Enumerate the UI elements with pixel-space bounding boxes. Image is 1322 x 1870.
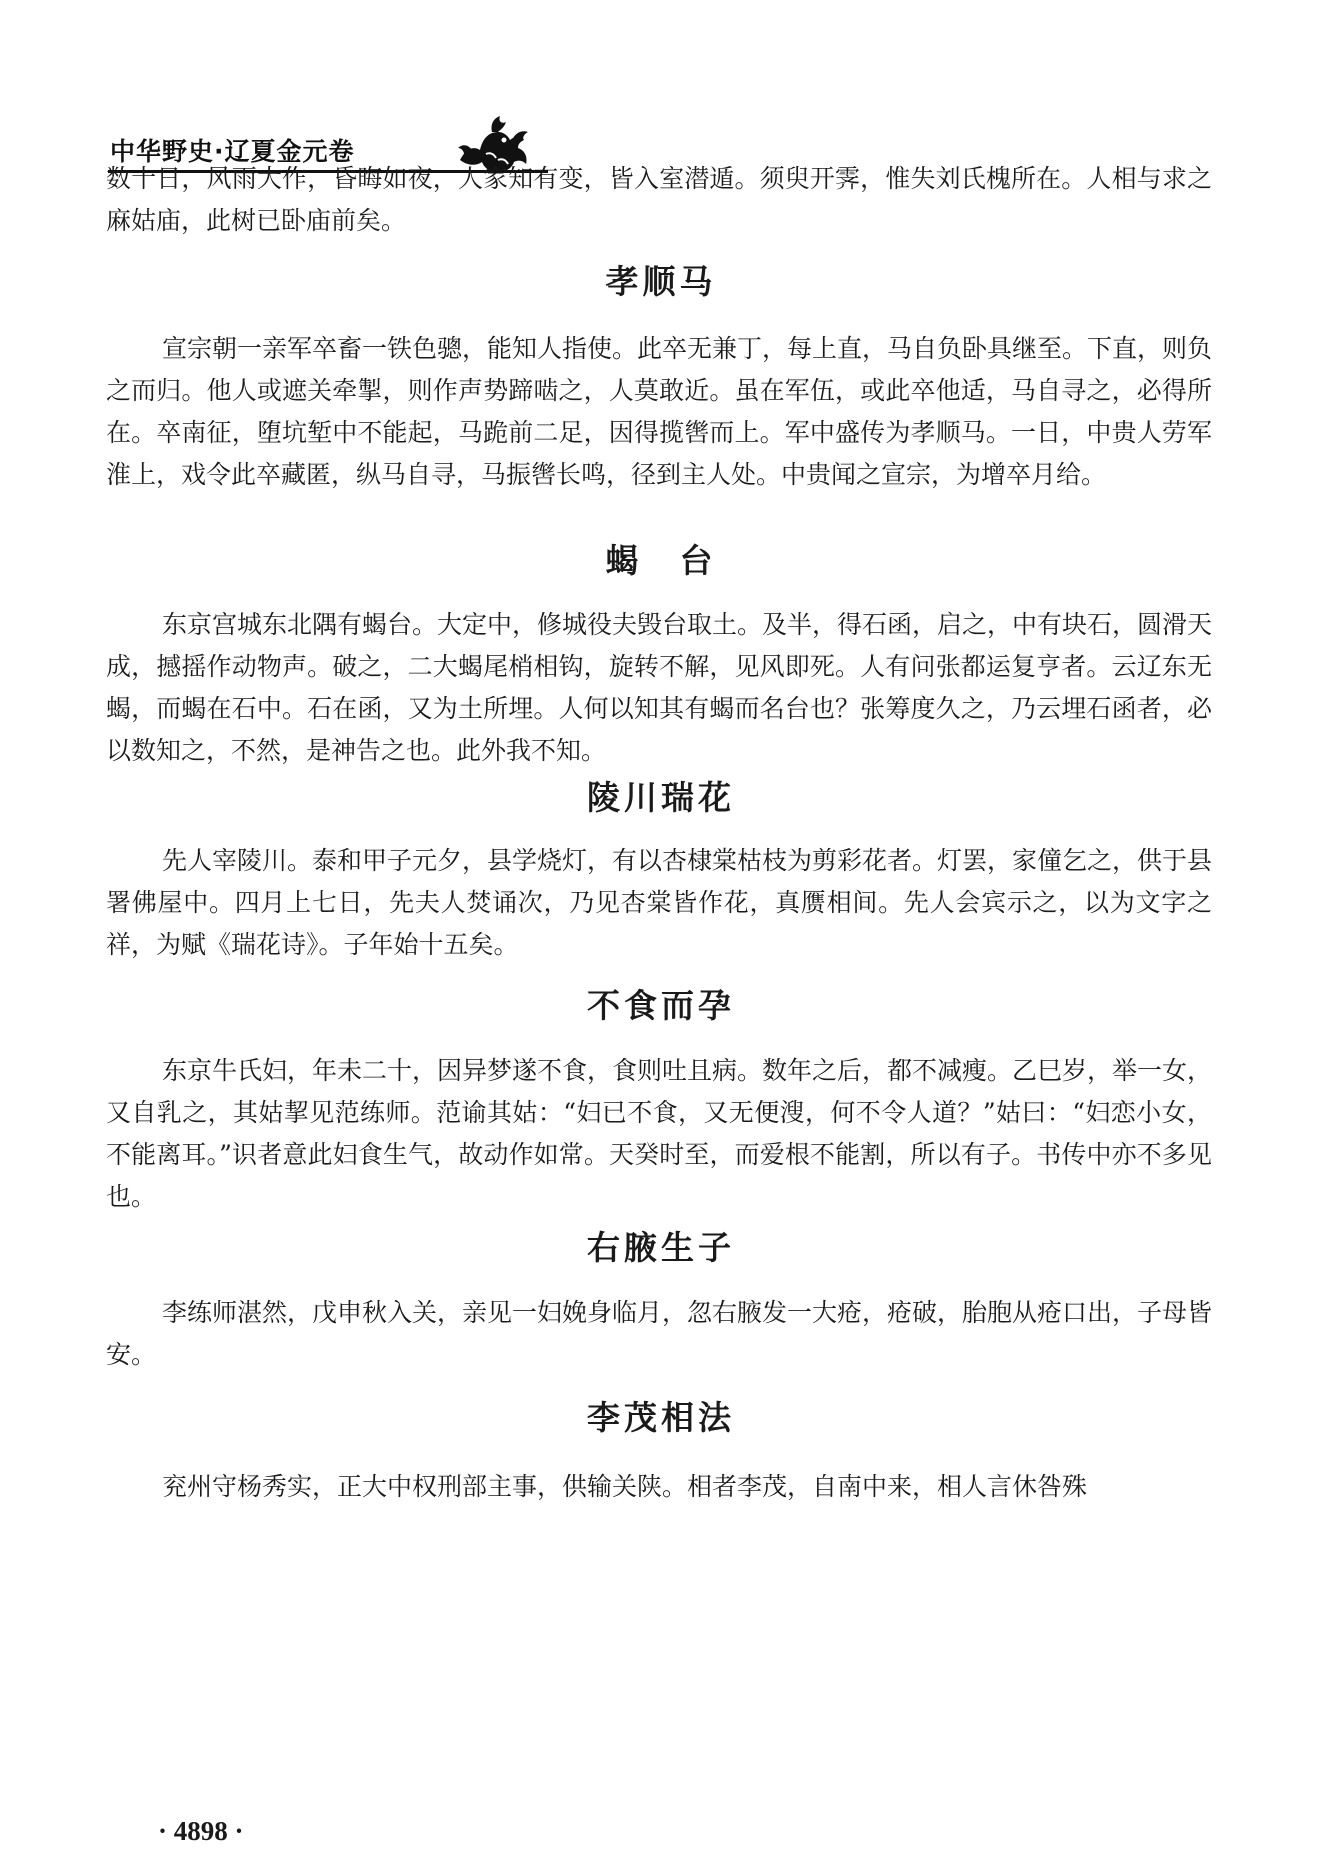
continuation-paragraph: 数十日，风雨大作，昏晦如夜，人家知有变，皆入室潜遁。须臾开霁，惟失刘氏槐所在。人相与求之麻姑庙，此树已卧庙前矣。: [106, 164, 1212, 235]
section-text-limao-xiangfa: 兖州守杨秀实，正大中权刑部主事，供输关陕。相者李茂，自南中来，相人言休咎殊: [162, 1472, 1088, 1501]
section-text-xietai: 东京宫城东北隅有蝎台。大定中，修城役夫毁台取土。及半，得石函，启之，中有块石，圆滑天成，撼摇作动物声。破之，二大蝎尾梢相钩，旋转不解，见风即死。人有问张都运复亨者。云辽东无蝎，而蝎在石中。石在函，又为土所埋。人何以知其有蝎而名台也？张筹度久之，乃云埋石函者，必以数知之，不然，是神告之也。此外我不知。: [106, 610, 1213, 765]
section-title-bushi-eryun: 不食而孕: [587, 986, 735, 1025]
section-title-xietai: 蝎 台: [605, 541, 717, 580]
section-title-youye-shengzi: 右腋生子: [587, 1228, 735, 1267]
section-text-xiaoshunma: 宣宗朝一亲军卒畜一铁色骢，能知人指使。此卒无兼丁，每上直，马自负卧具继至。下直，则负之而归。他人或遮关牵掣，则作声势蹄啮之，人莫敢近。虽在军伍，或此卒他适，马自寻之，必得所在。卒南征，堕坑堑中不能起，马跪前二足，因得揽辔而上。军中盛传为孝顺马。一日，中贵人劳军淮上，戏令此卒藏匿，纵马自寻，马振辔长鸣，径到主人处。中贵闻之宣宗，为增卒月给。: [106, 334, 1213, 489]
book-title: 中华野史·辽夏金元卷: [110, 137, 355, 166]
section-title-limao-xiangfa: 李茂相法: [587, 1398, 735, 1437]
section-title-xiaoshunma: 孝顺马: [605, 262, 717, 301]
section-text-bushi-eryun: 东京牛氏妇，年未二十，因异梦遂不食，食则吐且病。数年之后，都不减瘦。乙巳岁，举一女，又自乳之，其姑挈见范练师。范谕其姑：“妇已不食，又无便溲，何不令人道？”姑曰：“妇恋小女，不能离耳。”识者意此妇食生气，故动作如常。天癸时至，而爱根不能割，所以有子。书传中亦不多见也。: [106, 1056, 1213, 1211]
section-text-lingchuan-ruihua: 先人宰陵川。泰和甲子元夕，县学烧灯，有以杏棣棠枯枝为剪彩花者。灯罢，家僮乞之，供于县署佛屋中。四月上七日，先夫人焚诵次，乃见杏棠皆作花，真赝相间。先人会宾示之，以为文字之祥，为赋《瑞花诗》。子年始十五矣。: [106, 846, 1213, 959]
section-title-lingchuan-ruihua: 陵川瑞花: [587, 778, 735, 817]
page-number: · 4898 ·: [158, 1816, 244, 1846]
section-text-youye-shengzi: 李练师湛然，戊申秋入关，亲见一妇娩身临月，忽右腋发一大疮，疮破，胎胞从疮口出，子母皆安。: [106, 1298, 1213, 1369]
